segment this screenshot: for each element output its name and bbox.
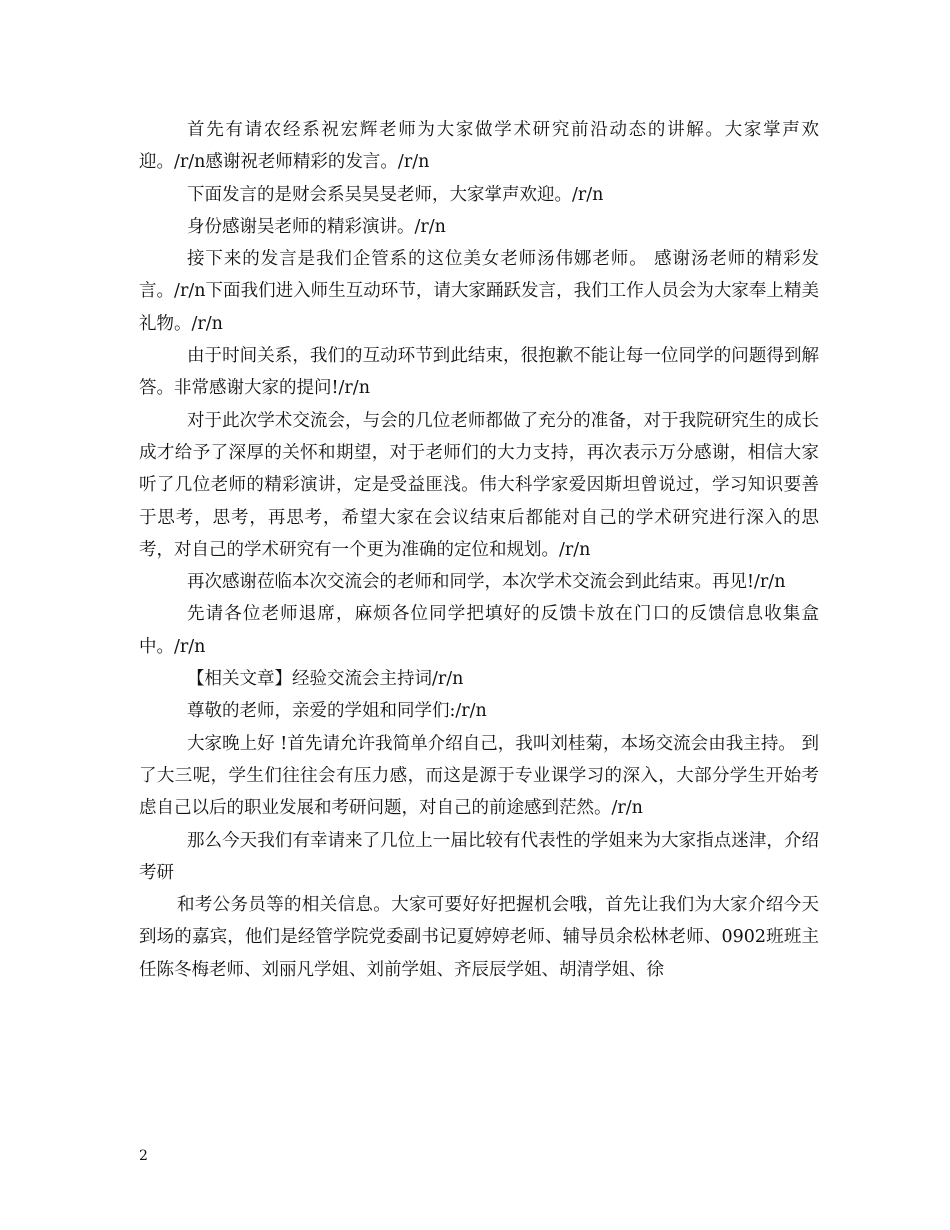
paragraph-6: 对于此次学术交流会，与会的几位老师都做了充分的准备，对于我院研究生的成长成才给予了深厚的关怀和期望，对于老师们的大力支持，再次表示万分感谢，相信大家听了几位老师的精彩演讲，定是受益匪浅。伟大科学家爱因斯坦曾说过，学习知识要善于思考，思考，再思考，希望大家在会议结束后都能对自己的学术研究进行深入的思考，对自己的学术研究有一个更为准确的定位和规划。/r/n [139,410,819,560]
paragraph-4: 接下来的发言是我们企管系的这位美女老师汤伟娜老师。 感谢汤老师的精彩发言。/r/n下面我们进入师生互动环节，请大家踊跃发言，我们工作人员会为大家奉上精美礼物。/r/n [139,249,819,334]
document-body [139,114,819,986]
paragraph-11: 大家晚上好 !首先请允许我简单介绍自己，我叫刘桂菊，本场交流会由我主持。 到了大三呢，学生们往往会有压力感，而这是源于专业课学习的深入，大部分学生开始考虑自己以后的职业发展和考研问题，对自己的前途感到茫然。/r/n [139,733,819,819]
paragraph-1: 首先有请农经系祝宏辉老师为大家做学术研究前沿动态的讲解。大家掌声欢迎。/r/n感谢祝老师精彩的发言。/r/n [139,120,819,173]
paragraph-12: 那么今天我们有幸请来了几位上一届比较有代表性的学姐来为大家指点迷津，介绍考研 [139,830,819,883]
paragraph-7: 再次感谢莅临本次交流会的老师和同学，本次学术交流会到此结束。再见!/r/n [187,572,786,593]
paragraph-5: 由于时间关系，我们的互动环节到此结束，很抱歉不能让每一位同学的问题得到解答。非常感谢大家的提问!/r/n [139,346,819,399]
paragraph-10: 尊敬的老师，亲爱的学姐和同学们:/r/n [187,701,487,722]
paragraph-13: 和考公务员等的相关信息。大家可要好好把握机会哦，首先让我们为大家介绍今天到场的嘉宾，他们是经管学院党委副书记夏婷婷老师、辅导员余松林老师、0902班班主任陈冬梅老师、刘丽凡学姐、刘前学姐、齐辰辰学姐、胡清学姐、徐 [139,895,819,980]
paragraph-8: 先请各位老师退席，麻烦各位同学把填好的反馈卡放在门口的反馈信息收集盒中。/r/n [139,604,819,657]
paragraph-9: 【相关文章】经验交流会主持词/r/n [187,669,464,690]
paragraph-3: 身份感谢吴老师的精彩演讲。/r/n [187,216,446,237]
paragraph-2: 下面发言的是财会系吴昊旻老师，大家掌声欢迎。/r/n [187,184,604,205]
page-number: 2 [139,1148,148,1164]
